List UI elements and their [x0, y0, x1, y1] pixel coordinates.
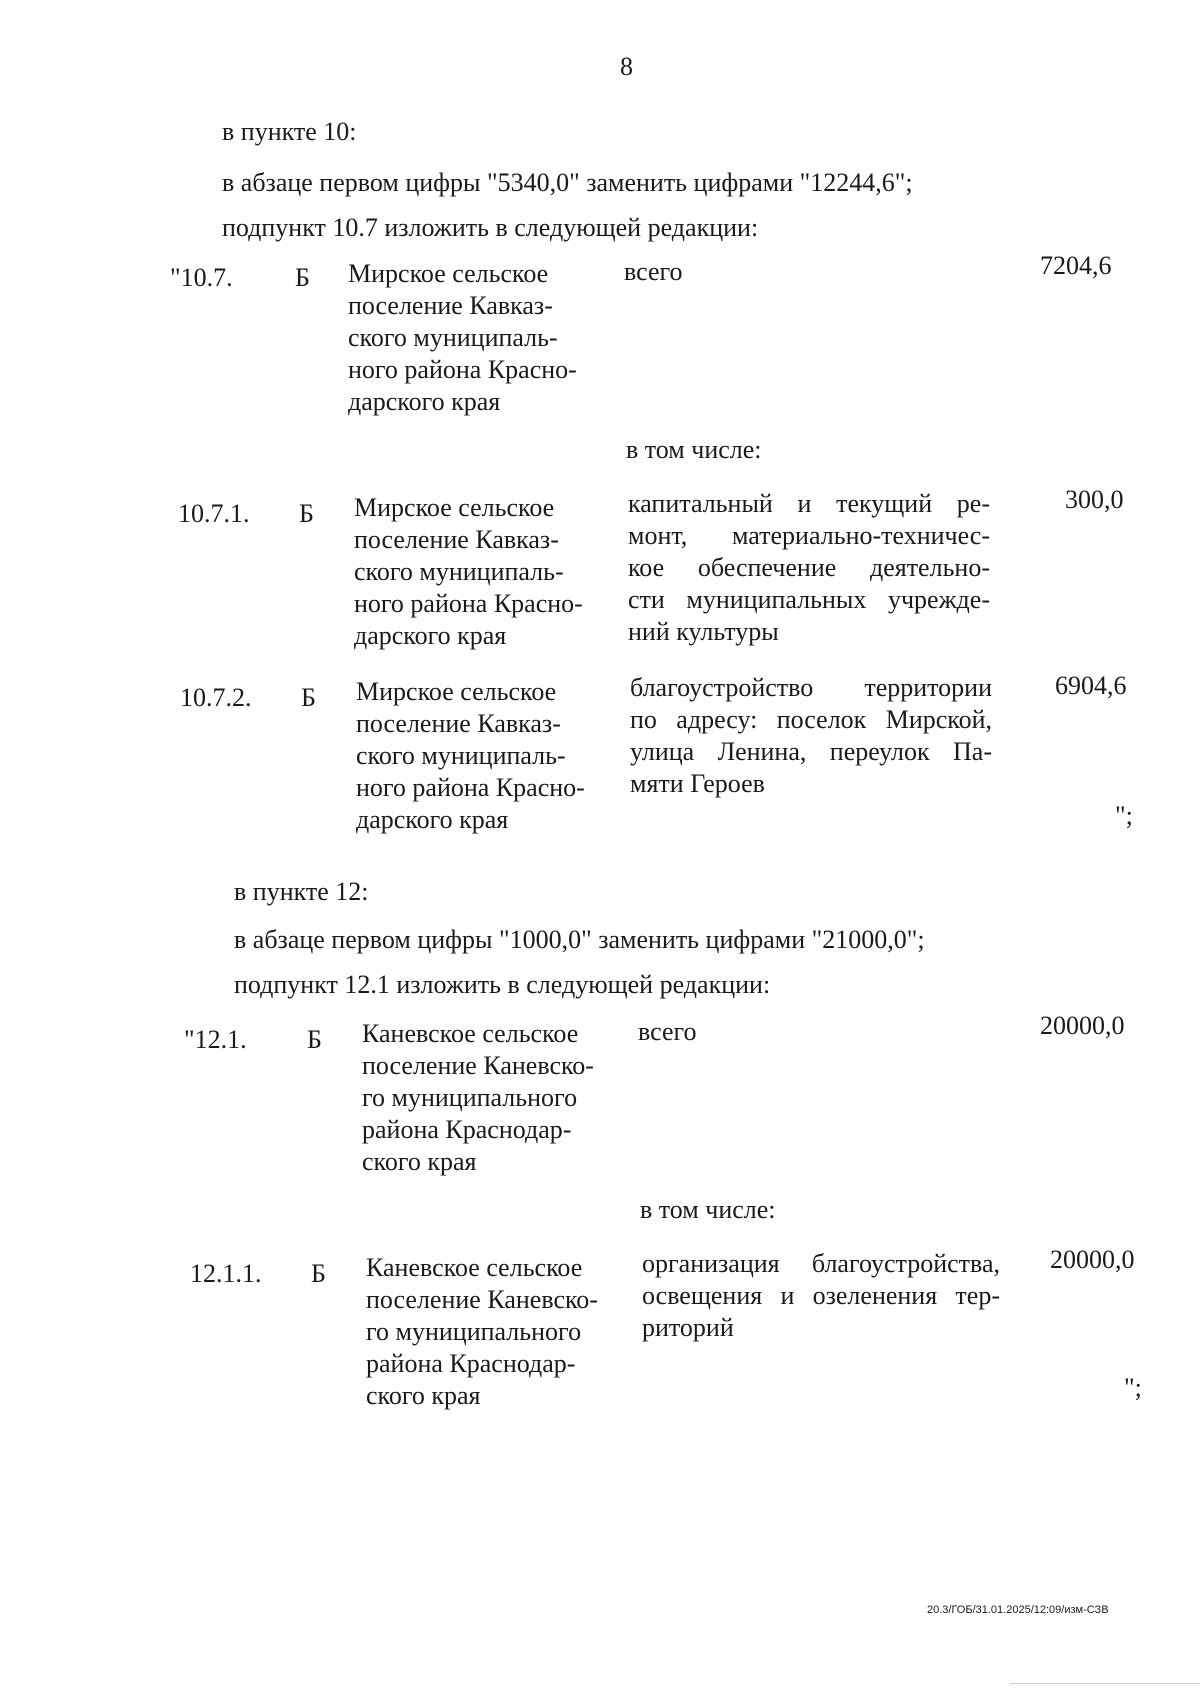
recipient-line: ного района Красно-	[348, 355, 577, 384]
recipient-line: го муниципального	[366, 1317, 582, 1346]
section12-podpunkt: подпункт 12.1 изложить в следующей редакции:	[234, 970, 771, 999]
row-10-7-2-num: 10.7.2.	[180, 683, 252, 712]
purpose-line: капитальный и текущий ре-	[628, 489, 990, 518]
recipient-line: Каневское сельское	[362, 1019, 579, 1048]
section12-abzac: в абзаце первом цифры "1000,0" заменить цифрами "21000,0";	[234, 925, 925, 954]
recipient-line: поселение Кавказ-	[356, 709, 561, 738]
row-12-1-num: "12.1.	[184, 1025, 247, 1054]
scan-edge-line	[1010, 1683, 1200, 1684]
recipient-line: поселение Каневско-	[362, 1051, 594, 1080]
purpose-line: улица Ленина, переулок Па-	[630, 737, 992, 766]
recipient-line: Мирское сельское	[348, 259, 549, 288]
purpose-line: ний культуры	[628, 617, 779, 646]
recipient-line: дарского края	[354, 621, 507, 650]
purpose-line: кое обеспечение деятельно-	[628, 553, 990, 582]
purpose-line: организация благоустройства,	[642, 1249, 1000, 1278]
row-10-7-purpose: всего	[624, 257, 683, 286]
recipient-line: поселение Каневско-	[366, 1285, 598, 1314]
row-10-7-1-type: Б	[299, 499, 314, 528]
row-12-1-1-num: 12.1.1.	[190, 1259, 262, 1288]
section10-v-tom-chisle: в том числе:	[626, 435, 762, 464]
recipient-line: поселение Кавказ-	[354, 525, 559, 554]
section10-podpunkt: подпункт 10.7 изложить в следующей редакции:	[222, 213, 759, 242]
recipient-line: дарского края	[356, 805, 509, 834]
recipient-line: ного района Красно-	[356, 773, 585, 802]
recipient-line: го муниципального	[362, 1083, 578, 1112]
row-12-1-1-type: Б	[311, 1259, 326, 1288]
section12-closing-quote: ";	[1124, 1373, 1142, 1402]
recipient-line: Каневское сельское	[366, 1253, 583, 1282]
row-12-1-1-purpose	[642, 1248, 1000, 1344]
recipient-line: дарского края	[348, 387, 501, 416]
recipient-line: ского края	[362, 1147, 477, 1176]
row-10-7-1-num: 10.7.1.	[178, 499, 250, 528]
row-10-7-2-purpose	[630, 672, 992, 800]
page-number: 8	[620, 52, 633, 81]
section10-intro: в пункте 10:	[222, 117, 357, 146]
row-12-1-1-recipient	[366, 1252, 598, 1412]
purpose-line: монт, материально-техничес-	[628, 521, 990, 550]
row-10-7-2-amount: 6904,6	[1055, 671, 1127, 700]
recipient-line: ского края	[366, 1381, 481, 1410]
row-10-7-1-purpose	[628, 488, 990, 648]
recipient-line: Мирское сельское	[354, 493, 555, 522]
row-10-7-type: Б	[295, 263, 310, 292]
recipient-line: ского муниципаль-	[354, 557, 564, 586]
purpose-line: освещения и озеленения тер-	[642, 1281, 1000, 1310]
section12-v-tom-chisle: в том числе:	[640, 1195, 776, 1224]
recipient-line: ного района Красно-	[354, 589, 583, 618]
purpose-line: благоустройство территории	[630, 673, 992, 702]
row-10-7-2-recipient	[356, 676, 585, 836]
row-10-7-2-type: Б	[301, 683, 316, 712]
purpose-line: по адресу: поселок Мирской,	[630, 705, 992, 734]
recipient-line: поселение Кавказ-	[348, 291, 553, 320]
recipient-line: ского муниципаль-	[348, 323, 558, 352]
section10-closing-quote: ";	[1115, 801, 1133, 830]
recipient-line: района Краснодар-	[362, 1115, 572, 1144]
row-10-7-recipient	[348, 258, 577, 418]
recipient-line: района Краснодар-	[366, 1349, 576, 1378]
purpose-line: риторий	[642, 1313, 734, 1342]
section12-intro: в пункте 12:	[234, 877, 369, 906]
row-12-1-type: Б	[307, 1025, 322, 1054]
row-12-1-purpose: всего	[638, 1017, 697, 1046]
purpose-line: мяти Героев	[630, 769, 765, 798]
row-12-1-amount: 20000,0	[1040, 1011, 1125, 1040]
row-12-1-1-amount: 20000,0	[1050, 1245, 1135, 1274]
row-10-7-amount: 7204,6	[1040, 251, 1112, 280]
row-12-1-recipient	[362, 1018, 594, 1178]
recipient-line: ского муниципаль-	[356, 741, 566, 770]
document-footer-code: 20.3/ГОБ/31.01.2025/12:09/изм-СЗВ	[927, 1604, 1109, 1616]
section10-abzac: в абзаце первом цифры "5340,0" заменить цифрами "12244,6";	[222, 168, 913, 197]
row-10-7-1-amount: 300,0	[1065, 485, 1124, 514]
row-10-7-1-recipient	[354, 492, 583, 652]
row-10-7-num: "10.7.	[170, 263, 233, 292]
recipient-line: Мирское сельское	[356, 677, 557, 706]
purpose-line: сти муниципальных учрежде-	[628, 585, 990, 614]
